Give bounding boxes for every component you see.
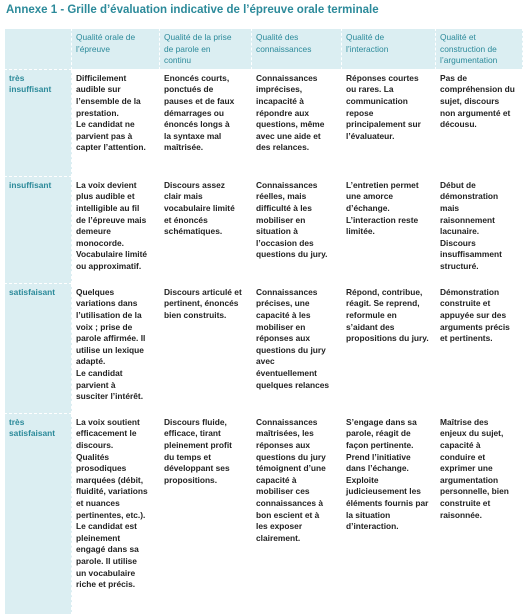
table-row <box>5 283 523 413</box>
table-cell: Démonstration construite et appuyée sur des arguments précis et pertinents. <box>436 283 523 413</box>
table-cell: Discours assez clair mais vocabulaire limité et énoncés schématiques. <box>160 176 252 283</box>
table-cell: La voix soutient efficacement le discours. Qualités prosodiques marquées (débit, fluidité, variations et nuances pertinentes, etc.). Le candidat est pleinement engagé dans sa parole. Il utilise un vocabulaire riche et précis. <box>72 413 160 614</box>
table-cell: S’engage dans sa parole, réagit de façon pertinente. Prend l’initiative dans l’échange. Exploite judicieusement les éléments fournis par la situation d’interaction. <box>342 413 436 614</box>
table-cell: Début de démonstration mais raisonnement lacunaire. Discours insuffisamment structuré. <box>436 176 523 283</box>
table-cell: Quelques variations dans l’utilisation de la voix ; prise de parole affirmée. Il utilise un lexique adapté. Le candidat parvient à susciter l’intérêt. <box>72 283 160 413</box>
evaluation-grid <box>4 28 523 615</box>
table-cell: Connaissances maîtrisées, les réponses aux questions du jury témoignent d’une capacité à mobiliser ces connaissances à bon escient et à les exposer clairement. <box>252 413 342 614</box>
table-cell: Pas de compréhension du sujet, discours non argumenté et décousu. <box>436 69 523 176</box>
header-corner <box>5 29 72 70</box>
table-cell: La voix devient plus audible et intelligible au fil de l’épreuve mais demeure monocorde. Vocabulaire limité ou approximatif. <box>72 176 160 283</box>
table-cell: Connaissances imprécises, incapacité à répondre aux questions, même avec une aide et des relances. <box>252 69 342 176</box>
row-level-satisfaisant: satisfaisant <box>5 283 72 413</box>
table-cell: Discours articulé et pertinent, énoncés bien construits. <box>160 283 252 413</box>
header-connaissances: Qualité des connaissances <box>252 29 342 70</box>
row-level-tres-satisfaisant: très satisfaisant <box>5 413 72 614</box>
table-row <box>5 69 523 176</box>
header-row <box>5 29 523 70</box>
row-level-insuffisant: insuffisant <box>5 176 72 283</box>
table-cell: L’entretien permet une amorce d’échange. L’interaction reste limitée. <box>342 176 436 283</box>
row-level-tres-insuffisant: très insuffisant <box>5 69 72 176</box>
table-row <box>5 413 523 614</box>
header-argumentation: Qualité et construction de l’argumentation <box>436 29 523 70</box>
table-cell: Répond, contribue, réagit. Se reprend, reformule en s’aidant des propositions du jury. <box>342 283 436 413</box>
table-cell: Connaissances précises, une capacité à les mobiliser en réponses aux questions du jury avec éventuellement quelques relances <box>252 283 342 413</box>
table-cell: Connaissances réelles, mais difficulté à les mobiliser en situation à l’occasion des questions du jury. <box>252 176 342 283</box>
table-cell: Discours fluide, efficace, tirant pleinement profit du temps et développant ses propositions. <box>160 413 252 614</box>
table-cell: Réponses courtes ou rares. La communication repose principalement sur l’évaluateur. <box>342 69 436 176</box>
document-title: Annexe 1 - Grille d’évaluation indicative de l’épreuve orale terminale <box>6 4 379 16</box>
header-prise-de-parole: Qualité de la prise de parole en continu <box>160 29 252 70</box>
header-qualite-orale: Qualité orale de l’épreuve <box>72 29 160 70</box>
header-interaction: Qualité de l’interaction <box>342 29 436 70</box>
table-cell: Maîtrise des enjeux du sujet, capacité à conduire et exprimer une argumentation personnelle, bien construite et raisonnée. <box>436 413 523 614</box>
table-cell: Difficilement audible sur l’ensemble de la prestation. Le candidat ne parvient pas à capter l’attention. <box>72 69 160 176</box>
table-row <box>5 176 523 283</box>
table-cell: Enoncés courts, ponctués de pauses et de faux démarrages ou énoncés longs à la syntaxe mal maîtrisée. <box>160 69 252 176</box>
